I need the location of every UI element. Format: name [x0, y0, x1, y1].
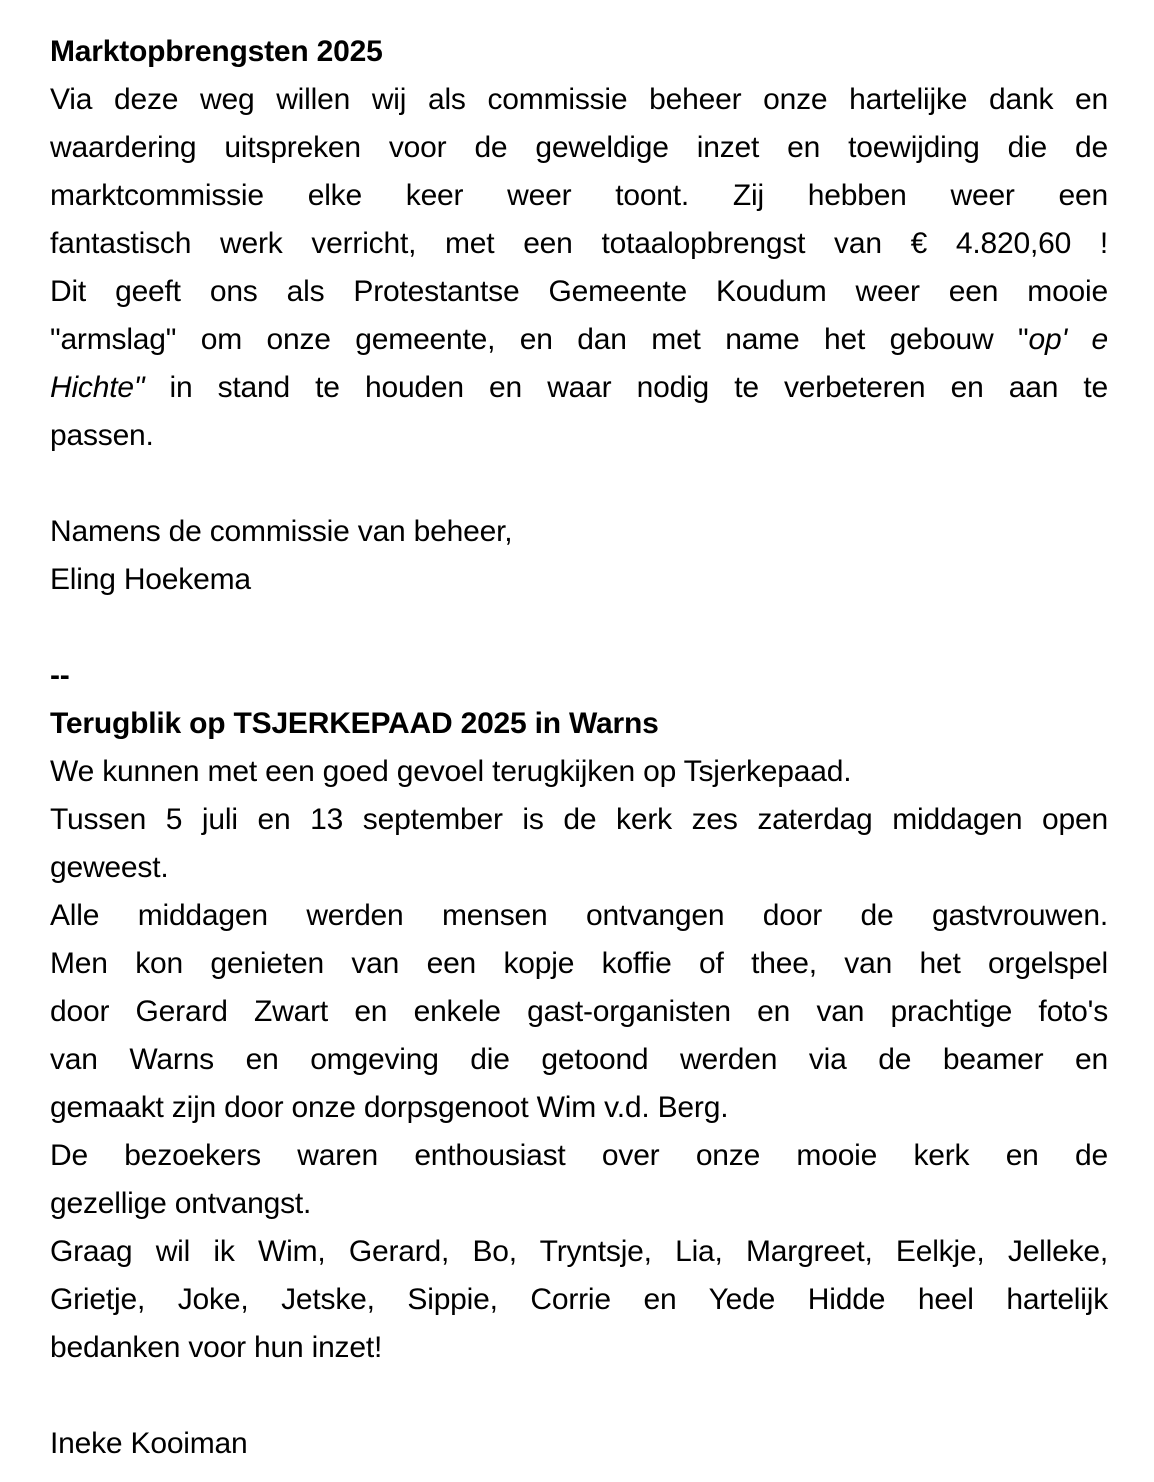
- section2-signoff-name: Ineke Kooiman: [50, 1427, 248, 1460]
- section1-signoff-name: Eling Hoekema: [50, 563, 251, 596]
- tsjerkepaad-line-6: door Gerard Zwart en enkele gast-organisten en van prachtige foto's: [50, 995, 1108, 1028]
- intro-line-3: marktcommissie elke keer weer toont. Zij hebben weer een: [50, 179, 1108, 212]
- tsjerkepaad-line-12: Grietje, Joke, Jetske, Sippie, Corrie en Yede Hidde heel hartelijk: [50, 1283, 1108, 1316]
- tsjerkepaad-line-4: Alle middagen werden mensen ontvangen door de gastvrouwen.: [50, 899, 1108, 932]
- intro-line-1: Via deze weg willen wij als commissie beheer onze hartelijke dank en: [50, 83, 1108, 116]
- section-divider: --: [50, 659, 70, 692]
- tsjerkepaad-line-11: Graag wil ik Wim, Gerard, Bo, Tryntsje, Lia, Margreet, Eelkje, Jelleke,: [50, 1235, 1108, 1268]
- tsjerkepaad-line-13: bedanken voor hun inzet!: [50, 1331, 383, 1364]
- tsjerkepaad-line-10: gezellige ontvangst.: [50, 1187, 312, 1220]
- blank-line-1: [50, 460, 1108, 508]
- tsjerkepaad-line-5: Men kon genieten van een kopje koffie of thee, van het orgelspel: [50, 947, 1108, 980]
- intro-line-7-italic: Hichte": [50, 371, 145, 404]
- section1-signoff-role: Namens de commissie van beheer,: [50, 515, 513, 548]
- intro-line-8: passen.: [50, 419, 154, 452]
- tsjerkepaad-line-2: Tussen 5 juli en 13 september is de kerk zes zaterdag middagen open: [50, 803, 1108, 836]
- intro-line-5: Dit geeft ons als Protestantse Gemeente Koudum weer een mooie: [50, 275, 1108, 308]
- intro-line-7: [50, 364, 1108, 412]
- tsjerkepaad-line-8: gemaakt zijn door onze dorpsgenoot Wim v.d. Berg.: [50, 1091, 729, 1124]
- tsjerkepaad-line-3: geweest.: [50, 851, 169, 884]
- intro-line-4: fantastisch werk verricht, met een totaalopbrengst van € 4.820,60 !: [50, 227, 1108, 260]
- intro-line-6-italic: op' e: [1028, 323, 1108, 356]
- tsjerkepaad-line-1: We kunnen met een goed gevoel terugkijken op Tsjerkepaad.: [50, 755, 852, 788]
- intro-line-2: waardering uitspreken voor de geweldige inzet en toewijding die de: [50, 131, 1108, 164]
- blank-line-2: [50, 604, 1108, 652]
- intro-line-6-regular: "armslag" om onze gemeente, en dan met name het gebouw ": [50, 323, 1029, 356]
- intro-line-7-regular: in stand te houden en waar nodig te verbeteren en aan te: [144, 371, 1108, 404]
- tsjerkepaad-line-7: van Warns en omgeving die getoond werden via de beamer en: [50, 1043, 1108, 1076]
- section2-heading: Terugblik op TSJERKEPAAD 2025 in Warns: [50, 707, 659, 740]
- tsjerkepaad-line-9: De bezoekers waren enthousiast over onze mooie kerk en de: [50, 1139, 1108, 1172]
- section1-heading: Marktopbrengsten 2025: [50, 35, 383, 68]
- intro-line-6: [50, 316, 1108, 364]
- blank-line-3: [50, 1372, 1108, 1420]
